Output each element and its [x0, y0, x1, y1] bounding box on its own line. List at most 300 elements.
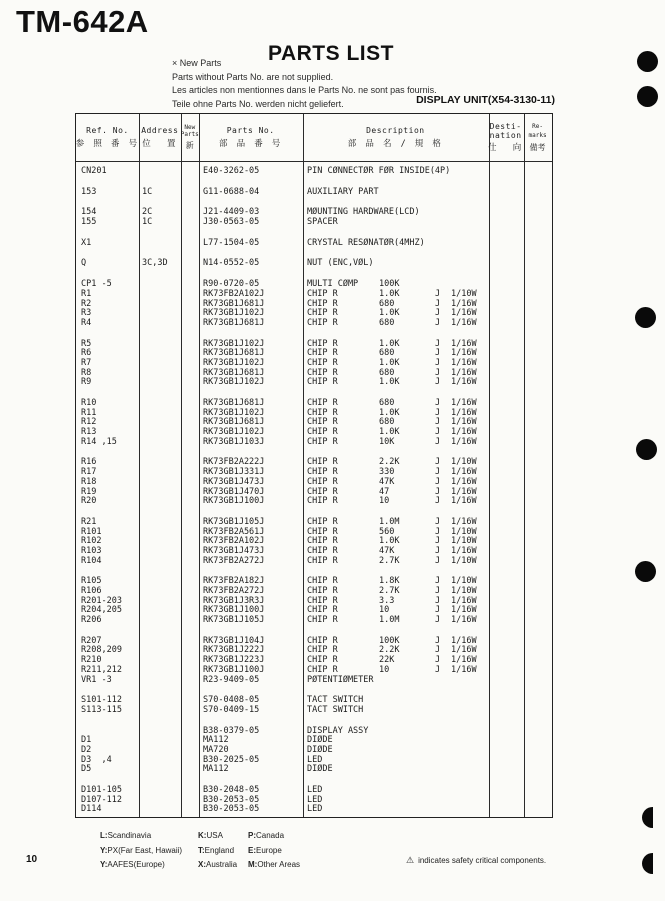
cell-destination	[489, 746, 524, 756]
cell-destination	[489, 259, 524, 269]
cell-new-parts	[181, 319, 199, 329]
cell-remarks	[524, 478, 552, 488]
cell-new-parts	[181, 706, 199, 716]
desc-wattage: 1/10W	[451, 555, 477, 566]
desc-name: CHIP R	[307, 407, 338, 418]
cell-address	[139, 409, 181, 419]
header-ref-no: Ref. No. 参 照 番 号	[76, 126, 139, 149]
cell-ref-no: R7	[81, 357, 92, 368]
desc-value: 1.0K	[379, 536, 400, 547]
cell-remarks	[524, 208, 552, 218]
desc-tolerance: J	[435, 308, 441, 319]
row-group	[76, 167, 552, 177]
cell-destination	[489, 359, 524, 369]
desc-name: LED	[307, 804, 323, 815]
cell-destination	[489, 458, 524, 468]
row-group	[76, 239, 552, 249]
cell-remarks	[524, 646, 552, 656]
cell-destination	[489, 188, 524, 198]
cell-address	[139, 378, 181, 388]
cell-address	[139, 399, 181, 409]
cell-parts-no: RK73FB2A222J	[203, 457, 265, 468]
cell-new-parts	[181, 409, 199, 419]
cell-parts-no: RK73FB2A182J	[203, 576, 265, 587]
cell-address	[139, 458, 181, 468]
desc-name: CHIP R	[307, 605, 338, 616]
cell-remarks	[524, 765, 552, 775]
desc-value: 100K	[379, 279, 400, 290]
cell-parts-no: S70-0409-15	[203, 704, 260, 715]
table-row	[76, 616, 552, 626]
registration-dot	[635, 307, 656, 328]
cell-description	[303, 805, 489, 815]
legend-code: L:	[100, 831, 108, 840]
cell-address	[139, 606, 181, 616]
cell-parts-no: RK73GB1J105J	[203, 615, 265, 626]
cell-ref-no: R204,205	[81, 605, 122, 616]
cell-address	[139, 656, 181, 666]
cell-remarks	[524, 409, 552, 419]
desc-tolerance: J	[435, 298, 441, 309]
cell-address	[139, 167, 181, 177]
desc-wattage: 1/16W	[451, 595, 477, 606]
cell-parts-no: MA720	[203, 744, 229, 755]
cell-destination	[489, 577, 524, 587]
cell-parts-no: RK73FB2A102J	[203, 288, 265, 299]
cell-ref-no: Q	[81, 258, 87, 269]
desc-value: 1.0K	[379, 377, 400, 388]
header-destination: Desti- nation 仕 向	[488, 122, 524, 153]
cell-parts-no: RK73GB1J100J	[203, 605, 265, 616]
row-group	[76, 208, 552, 227]
registration-dot	[637, 86, 658, 107]
desc-name: NUT (ENC,VØL)	[307, 258, 374, 269]
cell-destination	[489, 666, 524, 676]
cell-destination	[489, 418, 524, 428]
legend-item: P:Canada	[248, 831, 285, 840]
cell-new-parts	[181, 676, 199, 686]
cell-new-parts	[181, 418, 199, 428]
table-row	[76, 378, 552, 388]
cell-new-parts	[181, 340, 199, 350]
desc-value: 1.0K	[379, 288, 400, 299]
cell-new-parts	[181, 656, 199, 666]
desc-name: LED	[307, 794, 323, 805]
cell-ref-no: D1	[81, 735, 92, 746]
desc-wattage: 1/16W	[451, 308, 477, 319]
cell-parts-no: RK73GB1J102J	[203, 377, 265, 388]
cell-new-parts	[181, 309, 199, 319]
desc-name: PIN CØNNECTØR FØR INSIDE(4P)	[307, 166, 451, 176]
cell-address	[139, 280, 181, 290]
desc-wattage: 1/16W	[451, 357, 477, 368]
cell-remarks	[524, 188, 552, 198]
legend-row	[100, 829, 360, 844]
legend-row	[100, 858, 360, 873]
cell-address	[139, 557, 181, 567]
cell-parts-no: R23-9409-05	[203, 674, 260, 685]
desc-tolerance: J	[435, 417, 441, 428]
cell-description	[303, 676, 489, 686]
row-group	[76, 577, 552, 625]
desc-tolerance: J	[435, 457, 441, 468]
page-number: 10	[26, 854, 38, 865]
cell-parts-no: RK73GB1J105J	[203, 516, 265, 527]
cell-new-parts	[181, 218, 199, 228]
cell-new-parts	[181, 369, 199, 379]
safety-note	[406, 855, 546, 866]
desc-value: 1.0K	[379, 338, 400, 349]
legend-code: Y:	[100, 860, 108, 869]
legend-item: M:Other Areas	[248, 860, 301, 869]
legend-item: E:Europe	[248, 845, 282, 855]
cell-address	[139, 319, 181, 329]
cell-description	[303, 616, 489, 626]
cell-new-parts	[181, 488, 199, 498]
desc-name: CHIP R	[307, 427, 338, 438]
cell-remarks	[524, 606, 552, 616]
cell-parts-no: RK73GB1J681J	[203, 417, 265, 428]
cell-address	[139, 746, 181, 756]
desc-tolerance: J	[435, 317, 441, 328]
desc-tolerance: J	[435, 545, 441, 556]
cell-address	[139, 478, 181, 488]
cell-ref-no: R18	[81, 476, 97, 487]
cell-ref-no: R206	[81, 615, 102, 626]
cell-description	[303, 319, 489, 329]
desc-wattage: 1/16W	[451, 664, 477, 675]
registration-dot-clipped	[642, 807, 653, 828]
cell-ref-no: D3 ,4	[81, 754, 112, 765]
legend-item: X:Australia	[198, 860, 238, 869]
cell-destination	[489, 340, 524, 350]
registration-dot-clipped	[642, 853, 653, 874]
cell-new-parts	[181, 616, 199, 626]
cell-ref-no: R104	[81, 555, 102, 566]
cell-parts-no: RK73GB1J223J	[203, 655, 265, 666]
cell-remarks	[524, 300, 552, 310]
table-row	[76, 706, 552, 716]
desc-name: CHIP R	[307, 615, 338, 626]
table-row	[76, 188, 552, 198]
cell-destination	[489, 478, 524, 488]
cell-ref-no: R211,212	[81, 664, 122, 675]
cell-destination	[489, 309, 524, 319]
cell-ref-no: R4	[81, 317, 92, 328]
legend-code: T:	[198, 845, 205, 855]
desc-tolerance: J	[435, 398, 441, 408]
cell-address	[139, 428, 181, 438]
cell-ref-no: R105	[81, 576, 102, 587]
desc-value: 680	[379, 367, 395, 378]
cell-ref-no: D107-112	[81, 794, 122, 805]
desc-value: 47K	[379, 476, 395, 487]
cell-remarks	[524, 537, 552, 547]
page-title: PARTS LIST	[268, 42, 394, 65]
row-group	[76, 280, 552, 328]
desc-name: CHIP R	[307, 496, 338, 507]
cell-description	[303, 218, 489, 228]
cell-description	[303, 188, 489, 198]
desc-tolerance: J	[435, 655, 441, 666]
cell-address	[139, 696, 181, 706]
desc-value: 10	[379, 496, 390, 507]
cell-remarks	[524, 557, 552, 567]
table-row	[76, 676, 552, 686]
table-body	[76, 162, 552, 817]
desc-wattage: 1/16W	[451, 367, 477, 378]
cell-remarks	[524, 518, 552, 528]
cell-address	[139, 497, 181, 507]
desc-value: 560	[379, 526, 395, 537]
cell-ref-no: R12	[81, 417, 97, 428]
cell-destination	[489, 637, 524, 647]
row-group	[76, 637, 552, 685]
cell-parts-no: B30-2053-05	[203, 804, 260, 815]
cell-description	[303, 557, 489, 567]
desc-name: MØUNTING HARDWARE(LCD)	[307, 207, 420, 218]
cell-parts-no: RK73GB1J102J	[203, 338, 265, 349]
cell-destination	[489, 676, 524, 686]
cell-new-parts	[181, 478, 199, 488]
cell-remarks	[524, 696, 552, 706]
desc-name: CHIP R	[307, 655, 338, 666]
cell-destination	[489, 167, 524, 177]
cell-remarks	[524, 497, 552, 507]
note-fr: Les articles non mentionnes dans le Parts No. ne sont pas fournis.	[172, 85, 437, 95]
legend-code: Y:	[100, 845, 108, 855]
desc-wattage: 1/16W	[451, 317, 477, 328]
cell-new-parts	[181, 208, 199, 218]
cell-parts-no: RK73GB1J104J	[203, 635, 265, 646]
desc-value: 22K	[379, 655, 395, 666]
cell-destination	[489, 547, 524, 557]
desc-tolerance: J	[435, 407, 441, 418]
cell-address	[139, 727, 181, 737]
legend-item: L:Scandinavia	[100, 831, 152, 840]
safety-note-text: indicates safety critical components.	[418, 856, 547, 865]
cell-new-parts	[181, 239, 199, 249]
legend-code: M:	[248, 860, 258, 869]
cell-new-parts	[181, 438, 199, 448]
cell-new-parts	[181, 468, 199, 478]
desc-tolerance: J	[435, 367, 441, 378]
warning-triangle-icon: ⚠	[406, 855, 415, 865]
cell-address: 2C	[142, 207, 153, 218]
cell-ref-no: R201-203	[81, 595, 122, 606]
cell-destination	[489, 616, 524, 626]
desc-wattage: 1/10W	[451, 288, 477, 299]
desc-name: CHIP R	[307, 308, 338, 319]
desc-wattage: 1/16W	[451, 436, 477, 447]
cell-remarks	[524, 637, 552, 647]
cell-parts-no: RK73FB2A272J	[203, 555, 265, 566]
cell-remarks	[524, 488, 552, 498]
unit-label: DISPLAY UNIT(X54-3130-11)	[416, 94, 555, 106]
cell-destination	[489, 518, 524, 528]
cell-address	[139, 597, 181, 607]
cell-address	[139, 309, 181, 319]
cell-ref-no: R210	[81, 655, 102, 666]
desc-tolerance: J	[435, 467, 441, 478]
cell-new-parts	[181, 736, 199, 746]
desc-tolerance: J	[435, 555, 441, 566]
desc-wattage: 1/16W	[451, 417, 477, 428]
cell-destination	[489, 280, 524, 290]
desc-name: CRYSTAL RESØNATØR(4MHZ)	[307, 237, 425, 248]
cell-description	[303, 746, 489, 756]
cell-address	[139, 300, 181, 310]
cell-remarks	[524, 340, 552, 350]
cell-ref-no: D5	[81, 764, 92, 775]
table-row	[76, 259, 552, 269]
table-row	[76, 167, 552, 177]
cell-ref-no: R6	[81, 348, 92, 359]
cell-remarks	[524, 290, 552, 300]
desc-wattage: 1/16W	[451, 398, 477, 408]
cell-destination	[489, 399, 524, 409]
cell-ref-no: 153	[81, 186, 97, 197]
desc-wattage: 1/10W	[451, 526, 477, 537]
desc-wattage: 1/16W	[451, 298, 477, 309]
cell-parts-no: RK73GB1J681J	[203, 348, 265, 359]
cell-address	[139, 290, 181, 300]
cell-ref-no: R103	[81, 545, 102, 556]
cell-remarks	[524, 656, 552, 666]
desc-value: 1.0K	[379, 407, 400, 418]
desc-wattage: 1/16W	[451, 467, 477, 478]
cell-remarks	[524, 369, 552, 379]
desc-tolerance: J	[435, 536, 441, 547]
desc-wattage: 1/16W	[451, 655, 477, 666]
cell-new-parts	[181, 167, 199, 177]
legend-code: X:	[198, 860, 206, 869]
desc-tolerance: J	[435, 436, 441, 447]
desc-tolerance: J	[435, 526, 441, 537]
cell-ref-no: R106	[81, 586, 102, 596]
table-row	[76, 218, 552, 228]
desc-value: 2.7K	[379, 555, 400, 566]
cell-parts-no: RK73GB1J102J	[203, 308, 265, 319]
desc-name: CHIP R	[307, 635, 338, 646]
cell-address	[139, 359, 181, 369]
desc-wattage: 1/10W	[451, 536, 477, 547]
cell-destination	[489, 497, 524, 507]
cell-ref-no: CP1 -5	[81, 279, 112, 290]
cell-address	[139, 637, 181, 647]
cell-description	[303, 765, 489, 775]
desc-value: 680	[379, 317, 395, 328]
cell-destination	[489, 239, 524, 249]
model-title: TM-642A	[16, 4, 149, 39]
cell-destination	[489, 528, 524, 538]
desc-name: CHIP R	[307, 595, 338, 606]
desc-wattage: 1/16W	[451, 427, 477, 438]
cell-ref-no: R8	[81, 367, 92, 378]
header-description: Description 部 品 名 / 規 格	[347, 126, 443, 149]
cell-remarks	[524, 359, 552, 369]
cell-new-parts	[181, 666, 199, 676]
legend-item: K:USA	[198, 831, 223, 840]
desc-value: 2.7K	[379, 586, 400, 596]
desc-name: TACT SWITCH	[307, 704, 364, 715]
cell-parts-no: B30-2048-05	[203, 785, 260, 795]
desc-name: CHIP R	[307, 516, 338, 527]
cell-parts-no: RK73GB1J100J	[203, 496, 265, 507]
desc-value: 680	[379, 298, 395, 309]
cell-description	[303, 239, 489, 249]
cell-new-parts	[181, 528, 199, 538]
desc-value: 47	[379, 486, 390, 497]
cell-destination	[489, 706, 524, 716]
desc-wattage: 1/16W	[451, 545, 477, 556]
cell-ref-no: CN201	[81, 166, 107, 176]
desc-name: CHIP R	[307, 298, 338, 309]
cell-new-parts	[181, 696, 199, 706]
table-row	[76, 765, 552, 775]
cell-description	[303, 259, 489, 269]
cell-destination	[489, 656, 524, 666]
desc-tolerance: J	[435, 476, 441, 487]
cell-ref-no: S113-115	[81, 704, 122, 715]
desc-tolerance: J	[435, 288, 441, 299]
cell-remarks	[524, 805, 552, 815]
cell-address	[139, 736, 181, 746]
cell-description	[303, 786, 489, 796]
cell-address	[139, 765, 181, 775]
cell-destination	[489, 606, 524, 616]
cell-ref-no: R9	[81, 377, 92, 388]
cell-ref-no: R5	[81, 338, 92, 349]
cell-address: 1C	[142, 186, 153, 197]
cell-ref-no: R11	[81, 407, 97, 418]
cell-parts-no: N14-0552-05	[203, 258, 260, 269]
desc-wattage: 1/16W	[451, 645, 477, 656]
cell-parts-no: RK73GB1J102J	[203, 427, 265, 438]
desc-name: CHIP R	[307, 545, 338, 556]
desc-wattage: 1/16W	[451, 635, 477, 646]
cell-parts-no: RK73GB1J681J	[203, 298, 265, 309]
cell-new-parts	[181, 727, 199, 737]
desc-name: DIØDE	[307, 735, 333, 746]
cell-new-parts	[181, 188, 199, 198]
cell-parts-no: S70-0408-05	[203, 695, 260, 706]
table-row	[76, 497, 552, 507]
cell-ref-no: X1	[81, 237, 92, 248]
cell-ref-no: S101-112	[81, 695, 122, 706]
desc-value: 47K	[379, 545, 395, 556]
cell-address	[139, 418, 181, 428]
desc-name: CHIP R	[307, 367, 338, 378]
cell-ref-no: R2	[81, 298, 92, 309]
cell-address	[139, 518, 181, 528]
parts-table	[75, 113, 553, 818]
cell-new-parts	[181, 280, 199, 290]
header-new-parts: New Parts 新	[180, 124, 199, 150]
cell-new-parts	[181, 378, 199, 388]
desc-name: SPACER	[307, 217, 338, 228]
desc-name: CHIP R	[307, 377, 338, 388]
cell-address	[139, 587, 181, 597]
cell-destination	[489, 756, 524, 766]
table-row	[76, 805, 552, 815]
desc-name: CHIP R	[307, 348, 338, 359]
cell-parts-no: RK73GB1J3R3J	[203, 595, 265, 606]
desc-wattage: 1/10W	[451, 457, 477, 468]
cell-parts-no: RK73GB1J473J	[203, 545, 265, 556]
desc-name: CHIP R	[307, 645, 338, 656]
desc-name: CHIP R	[307, 526, 338, 537]
